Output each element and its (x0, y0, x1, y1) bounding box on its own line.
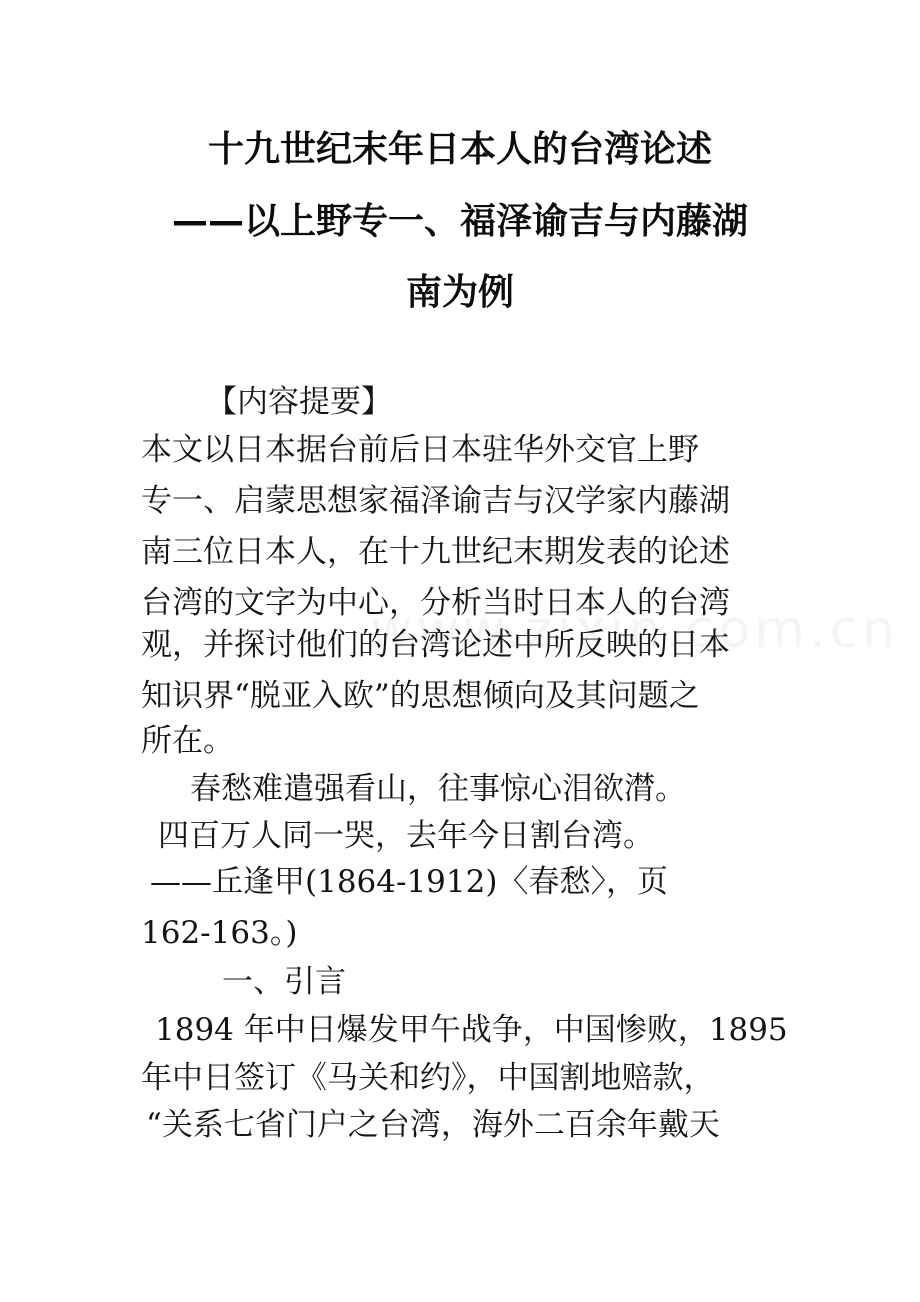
abstract-line-6: 知识界“脱亚入欧”的思想倾向及其问题之 (141, 678, 700, 714)
abstract-heading: 【内容提要】 (206, 384, 392, 420)
body-line-2: 年中日签订《马关和约》，中国割地赔款， (141, 1060, 715, 1096)
abstract-line-2: 专一、启蒙思想家福泽谕吉与汉学家内藤湖 (141, 483, 730, 519)
poem-line-1: 春愁难遣强看山，往事惊心泪欲潸。 (190, 771, 686, 807)
poem-line-2: 四百万人同一哭，去年今日割台湾。 (158, 818, 654, 854)
body-line-3: “关系七省门户之台湾，海外二百余年戴天 (146, 1107, 720, 1143)
title-line-2: ——以上野专一、福泽谕吉与内藤湖 (171, 201, 748, 242)
title-line-3: 南为例 (405, 272, 514, 313)
poem-attribution-line-2: 162-163。) (141, 915, 298, 951)
body-line-1: 1894 年中日爆发甲午战争，中国惨败，1895 (155, 1012, 788, 1048)
title-line-1: 十九世纪末年日本人的台湾论述 (207, 129, 712, 170)
poem-attribution-line-1: ——丘逢甲(1864-1912)〈春愁〉，页 (150, 864, 668, 900)
abstract-line-3: 南三位日本人，在十九世纪末期发表的论述 (141, 534, 730, 570)
abstract-line-4: 台湾的文字为中心，分析当时日本人的台湾 (141, 585, 730, 621)
abstract-line-5: 观，并探讨他们的台湾论述中所反映的日本 (141, 627, 730, 663)
abstract-line-7: 所在。 (141, 723, 234, 759)
section-heading: 一、引言 (222, 964, 346, 1000)
abstract-line-1: 本文以日本据台前后日本驻华外交官上野 (141, 432, 699, 468)
